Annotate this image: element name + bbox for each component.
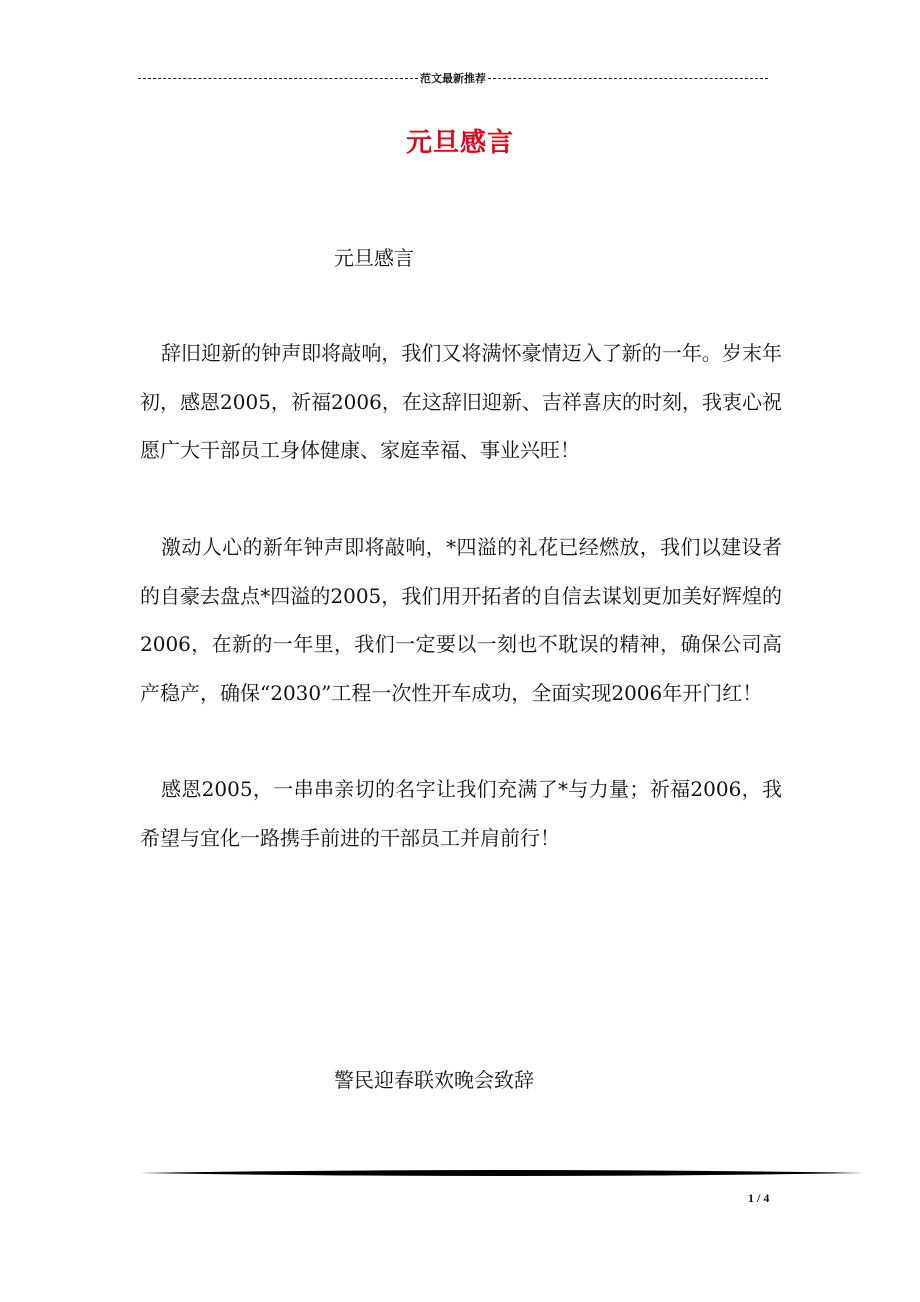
document-title: 元旦感言	[405, 128, 514, 158]
footer-rule	[140, 1168, 864, 1178]
header-dash-left	[138, 78, 418, 79]
header-dash-right	[488, 78, 768, 79]
page-number: 1 / 4	[748, 1191, 770, 1205]
closing-heading: 警民迎春联欢晚会致辞	[334, 1068, 534, 1092]
paragraph-1: 辞旧迎新的钟声即将敲响，我们又将满怀豪情迈入了新的一年。岁末年初，感恩2005，祈福2006，在这辞旧迎新、吉祥喜庆的时刻，我衷心祝愿广大干部员工身体健康、家庭幸福、事业兴旺！	[140, 341, 782, 462]
paragraph-3: 感恩2005，一串串亲切的名字让我们充满了*与力量；祈福2006，我希望与宜化一路携手前进的干部员工并肩前行！	[140, 777, 782, 850]
paragraph-2: 激动人心的新年钟声即将敲响，*四溢的礼花已经燃放，我们以建设者的自豪去盘点*四溢的2005，我们用开拓者的自信去谋划更加美好辉煌的2006，在新的一年里，我们一定要以一刻也不耽误的精神，确保公司高产稳产，确保“2030”工程一次性开车成功，全面实现2006年开门红！	[140, 535, 782, 705]
document-subtitle: 元旦感言	[334, 246, 414, 270]
page-header	[138, 68, 768, 88]
header-label: 范文最新推荐	[420, 72, 486, 85]
